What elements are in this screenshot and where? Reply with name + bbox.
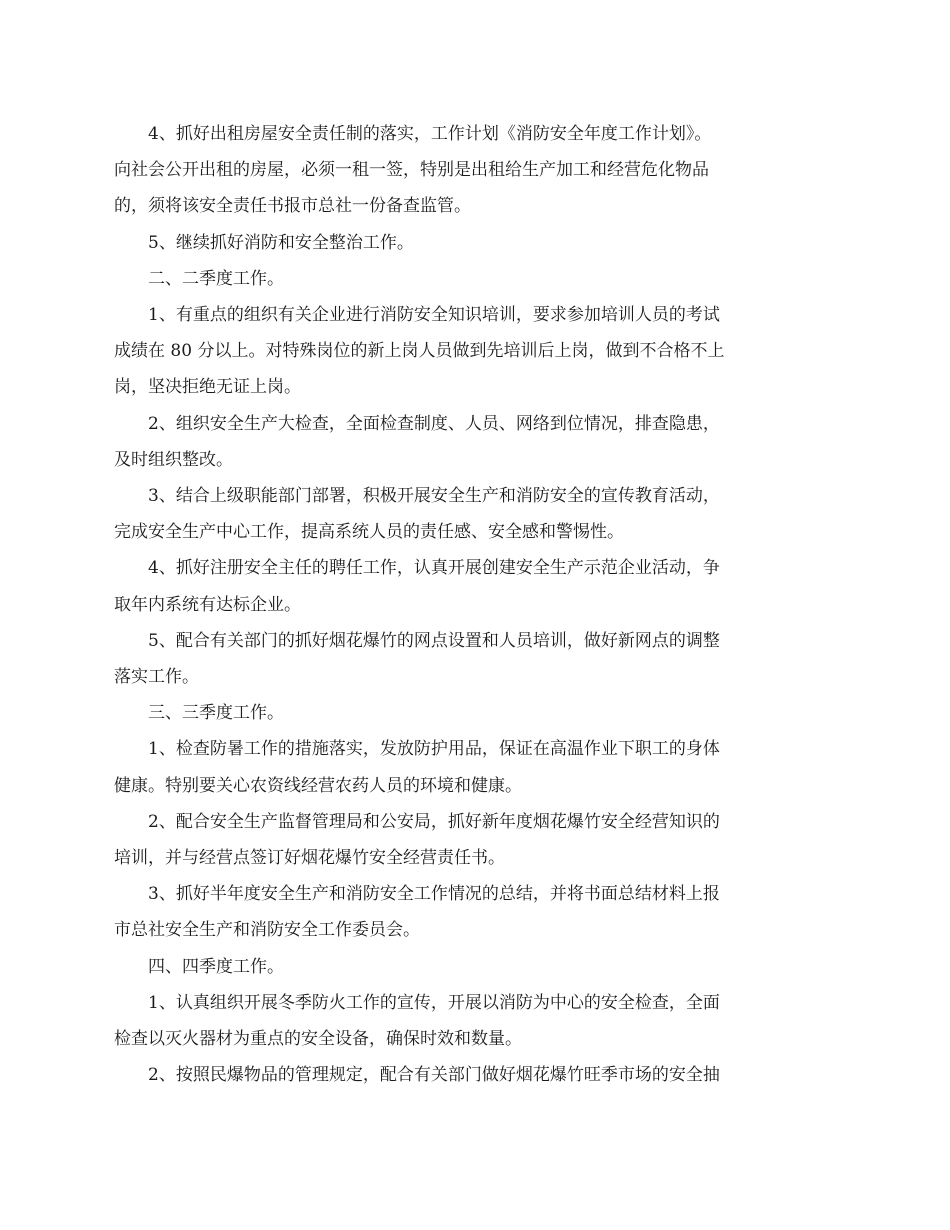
text-line: 2、配合安全生产监督管理局和公安局，抓好新年度烟花爆竹安全经营知识的 — [148, 811, 720, 832]
text-line: 1、认真组织开展冬季防火工作的宣传，开展以消防为中心的安全检查，全面 — [148, 992, 720, 1013]
paragraph — [114, 297, 802, 406]
text-line: 落实工作。 — [114, 667, 199, 688]
paragraph — [114, 116, 802, 225]
text-line: 2、按照民爆物品的管理规定，配合有关部门做好烟花爆竹旺季市场的安全抽 — [148, 1065, 720, 1086]
text-line: 岗，坚决拒绝无证上岗。 — [114, 377, 301, 398]
text-line: 4、抓好注册安全主任的聘任工作，认真开展创建安全生产示范企业活动，争 — [148, 558, 720, 579]
text-line: 的，须将该安全责任书报市总社一份备查监管。 — [114, 196, 471, 217]
text-line: 培训，并与经营点签订好烟花爆竹安全经营责任书。 — [114, 848, 505, 869]
paragraph — [114, 478, 802, 550]
text-line: 检查以灭火器材为重点的安全设备，确保时效和数量。 — [114, 1029, 522, 1050]
paragraph — [114, 695, 802, 731]
paragraph — [114, 1057, 802, 1093]
text-line: 健康。特别要关心农资线经营农药人员的环境和健康。 — [114, 775, 522, 796]
text-line: 5、继续抓好消防和安全整治工作。 — [148, 232, 414, 253]
text-line: 2、组织安全生产大检查，全面检查制度、人员、网络到位情况，排查隐患， — [148, 413, 720, 434]
text-line: 成绩在 80 分以上。对特殊岗位的新上岗人员做到先培训后上岗，做到不合格不上 — [114, 341, 725, 362]
text-line: 及时组织整改。 — [114, 449, 233, 470]
document-page — [114, 116, 802, 1093]
paragraph — [114, 623, 802, 695]
text-line: 5、配合有关部门的抓好烟花爆竹的网点设置和人员培训，做好新网点的调整 — [148, 630, 720, 651]
text-line: 三、三季度工作。 — [148, 703, 284, 724]
text-line: 4、抓好出租房屋安全责任制的落实，工作计划《消防安全年度工作计划》。 — [148, 124, 712, 144]
paragraph — [114, 406, 802, 478]
text-line: 1、有重点的组织有关企业进行消防安全知识培训，要求参加培训人员的考试 — [148, 305, 720, 326]
paragraph — [114, 550, 802, 622]
paragraph — [114, 261, 802, 297]
paragraph — [114, 949, 802, 985]
text-line: 向社会公开出租的房屋，必须一租一签，特别是出租给生产加工和经营危化物品 — [114, 160, 709, 181]
text-line: 四、四季度工作。 — [148, 956, 284, 977]
paragraph — [114, 876, 802, 948]
text-line: 取年内系统有达标企业。 — [114, 594, 301, 615]
text-line: 市总社安全生产和消防安全工作委员会。 — [114, 920, 420, 941]
paragraph — [114, 985, 802, 1057]
text-line: 二、二季度工作。 — [148, 268, 284, 289]
paragraph — [114, 731, 802, 803]
text-line: 3、抓好半年度安全生产和消防安全工作情况的总结，并将书面总结材料上报 — [148, 884, 720, 905]
paragraph — [114, 804, 802, 876]
text-line: 1、检查防暑工作的措施落实，发放防护用品，保证在高温作业下职工的身体 — [148, 739, 720, 760]
text-line: 3、结合上级职能部门部署，积极开展安全生产和消防安全的宣传教育活动， — [148, 486, 720, 507]
paragraph — [114, 225, 802, 261]
text-line: 完成安全生产中心工作，提高系统人员的责任感、安全感和警惕性。 — [114, 522, 624, 543]
